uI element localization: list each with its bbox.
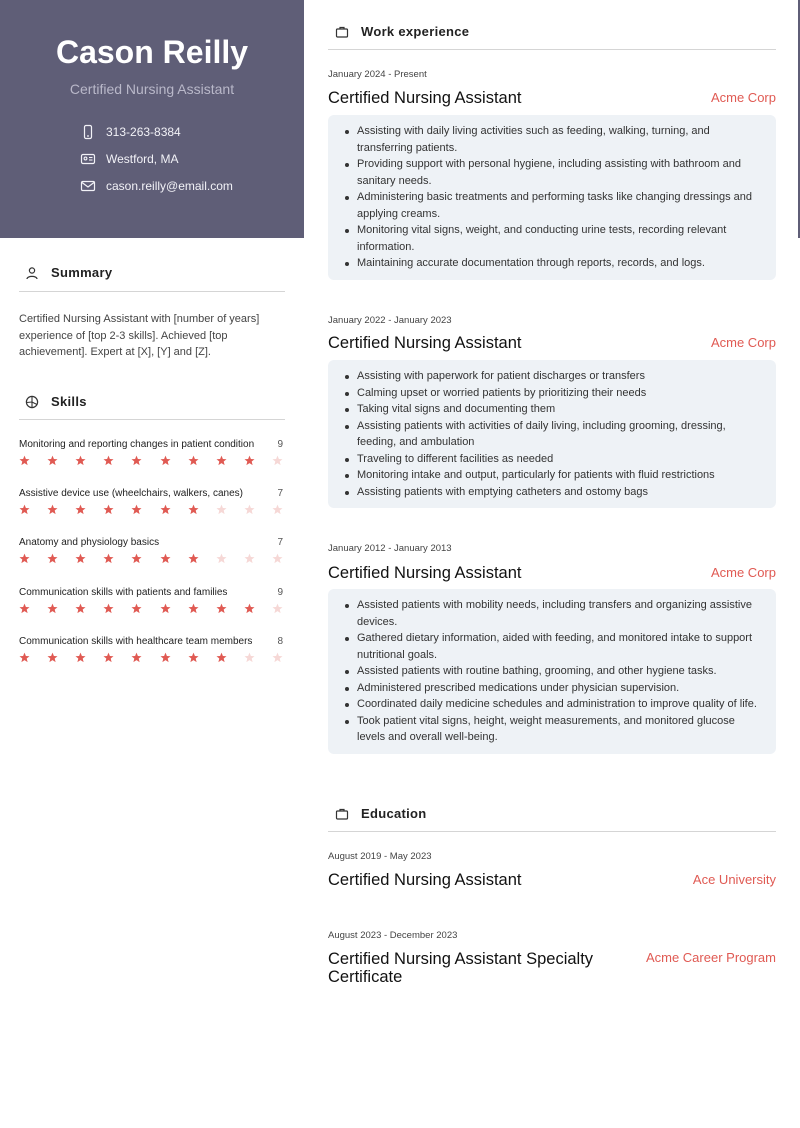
star-filled-icon: [131, 603, 142, 614]
education-date: August 2019 - May 2023: [328, 851, 432, 862]
summary-divider: [19, 291, 285, 292]
star-filled-icon: [131, 553, 142, 564]
globe-icon: [25, 395, 39, 409]
skill-stars: [19, 652, 283, 663]
job-bullet: Gathered dietary information, aided with feeding, and monitored intake to support nutritional goals.: [342, 630, 762, 663]
job-date: January 2024 - Present: [328, 69, 427, 80]
skill-rating: 8: [277, 636, 283, 647]
skills-divider: [19, 419, 285, 420]
star-filled-icon: [131, 504, 142, 515]
star-empty-icon: [244, 553, 255, 564]
education-title: Certified Nursing Assistant: [328, 871, 522, 889]
job-title: Certified Nursing Assistant: [328, 334, 522, 352]
star-filled-icon: [19, 553, 30, 564]
summary-heading: [25, 265, 112, 280]
star-filled-icon: [19, 455, 30, 466]
user-icon: [25, 266, 39, 280]
job-bullets: [342, 597, 762, 746]
skill-stars: [19, 455, 283, 466]
star-filled-icon: [47, 603, 58, 614]
profile-header: [0, 0, 304, 238]
star-filled-icon: [19, 652, 30, 663]
summary-text: Certified Nursing Assistant with [number of years] experience of [top 2-3 skills]. Achieved [top achievement]. Expert at [X], [Y] and [Z].: [19, 313, 260, 358]
star-filled-icon: [19, 603, 30, 614]
education-heading-text: Education: [361, 806, 427, 821]
skill-rating: 7: [277, 488, 283, 499]
star-filled-icon: [75, 553, 86, 564]
job-bullet: Assisted patients with mobility needs, including transfers and organizing assistive devices.: [342, 597, 762, 630]
job-bullet: Took patient vital signs, height, weight measurements, and monitored glucose levels and overall well-being.: [342, 713, 762, 746]
job-details: [328, 115, 776, 280]
star-empty-icon: [272, 455, 283, 466]
education-divider: [328, 831, 776, 832]
star-empty-icon: [244, 652, 255, 663]
star-filled-icon: [160, 603, 171, 614]
right-column: [304, 0, 800, 1128]
star-empty-icon: [272, 504, 283, 515]
skill-stars: [19, 603, 283, 614]
star-filled-icon: [216, 652, 227, 663]
job-date: January 2022 - January 2023: [328, 315, 452, 326]
job-bullet: Administering basic treatments and performing tasks like changing dressings and applying creams.: [342, 189, 762, 222]
star-filled-icon: [188, 504, 199, 515]
job-title: Certified Nursing Assistant: [328, 89, 522, 107]
star-filled-icon: [216, 603, 227, 614]
job-bullet: Providing support with personal hygiene, including assisting with bathroom and sanitary needs.: [342, 156, 762, 189]
phone-icon: [80, 124, 96, 140]
job-title: Certified Nursing Assistant: [328, 564, 522, 582]
star-empty-icon: [272, 603, 283, 614]
skill-name: Communication skills with patients and families: [19, 587, 228, 598]
job-details: [328, 360, 776, 508]
contact-email: [80, 178, 233, 194]
work-heading-text: Work experience: [361, 24, 470, 39]
skill-stars: [19, 504, 283, 515]
email-text[interactable]: cason.reilly@email.com: [106, 179, 233, 193]
star-filled-icon: [103, 652, 114, 663]
skill-rating: 9: [277, 587, 283, 598]
left-column: [0, 0, 304, 1128]
star-filled-icon: [244, 455, 255, 466]
briefcase-icon: [335, 25, 349, 39]
star-filled-icon: [160, 652, 171, 663]
job-bullet: Assisting patients with emptying catheters and ostomy bags: [342, 484, 762, 501]
star-filled-icon: [160, 553, 171, 564]
star-filled-icon: [216, 455, 227, 466]
star-filled-icon: [47, 504, 58, 515]
star-filled-icon: [160, 455, 171, 466]
star-empty-icon: [216, 504, 227, 515]
skill-name: Communication skills with healthcare team members: [19, 636, 253, 647]
briefcase-icon: [335, 807, 349, 821]
skill-name: Monitoring and reporting changes in patient condition: [19, 439, 255, 450]
job-bullets: [342, 123, 762, 272]
summary-heading-text: Summary: [51, 265, 113, 280]
education-school: Acme Career Program: [645, 950, 776, 965]
skills-heading-text: Skills: [51, 394, 87, 409]
star-empty-icon: [244, 504, 255, 515]
star-filled-icon: [19, 504, 30, 515]
skill-item: [19, 439, 285, 466]
star-filled-icon: [131, 652, 142, 663]
contact-location: [80, 151, 178, 167]
star-filled-icon: [47, 553, 58, 564]
location-card-icon: [80, 151, 96, 167]
star-filled-icon: [188, 603, 199, 614]
job-bullet: Assisted patients with routine bathing, grooming, and other hygiene tasks.: [342, 663, 762, 680]
job-bullet: Administered prescribed medications under physician supervision.: [342, 680, 762, 697]
skill-item: [19, 537, 285, 564]
skill-stars: [19, 553, 283, 564]
work-heading: [335, 24, 469, 39]
job-company: Acme Corp: [710, 565, 776, 580]
job-bullets: [342, 368, 762, 500]
location-text: Westford, MA: [106, 152, 179, 166]
job-bullet: Maintaining accurate documentation through reports, records, and logs.: [342, 255, 762, 272]
skill-item: [19, 587, 285, 614]
job-bullet: Taking vital signs and documenting them: [342, 401, 762, 418]
skill-name: Assistive device use (wheelchairs, walkers, canes): [19, 488, 243, 499]
job-bullet: Assisting with daily living activities such as feeding, walking, turning, and transferring patients.: [342, 123, 762, 156]
star-filled-icon: [103, 603, 114, 614]
job-bullet: Monitoring vital signs, weight, and conducting urine tests, recording relevant information.: [342, 222, 762, 255]
job-company: Acme Corp: [710, 335, 776, 350]
star-filled-icon: [103, 553, 114, 564]
star-filled-icon: [75, 504, 86, 515]
education-title: Certified Nursing Assistant Specialty Certificate: [328, 950, 594, 986]
skill-rating: 9: [277, 439, 283, 450]
star-filled-icon: [47, 652, 58, 663]
education-school: Ace University: [692, 872, 776, 887]
star-filled-icon: [131, 455, 142, 466]
star-filled-icon: [160, 504, 171, 515]
job-bullet: Assisting with paperwork for patient discharges or transfers: [342, 368, 762, 385]
star-filled-icon: [103, 504, 114, 515]
job-bullet: Calming upset or worried patients by prioritizing their needs: [342, 385, 762, 402]
education-date: August 2023 - December 2023: [328, 930, 458, 941]
skills-heading: [25, 394, 87, 409]
mail-icon: [80, 178, 96, 194]
contact-phone: [80, 124, 181, 140]
skill-item: [19, 488, 285, 515]
star-filled-icon: [188, 553, 199, 564]
skill-name: Anatomy and physiology basics: [19, 537, 160, 548]
star-filled-icon: [244, 603, 255, 614]
skill-item: [19, 636, 285, 663]
phone-text[interactable]: 313-263-8384: [106, 125, 181, 139]
job-bullet: Traveling to different facilities as needed: [342, 451, 762, 468]
star-filled-icon: [103, 455, 114, 466]
job-company: Acme Corp: [710, 90, 776, 105]
job-details: [328, 589, 776, 754]
skill-rating: 7: [277, 537, 283, 548]
star-empty-icon: [272, 553, 283, 564]
job-date: January 2012 - January 2013: [328, 543, 452, 554]
candidate-role: Certified Nursing Assistant: [69, 81, 235, 97]
job-bullet: Monitoring intake and output, particularly for patients with fluid restrictions: [342, 467, 762, 484]
star-filled-icon: [47, 455, 58, 466]
star-filled-icon: [188, 652, 199, 663]
candidate-name: Cason Reilly: [55, 34, 249, 70]
star-empty-icon: [272, 652, 283, 663]
education-heading: [335, 806, 427, 821]
star-filled-icon: [75, 652, 86, 663]
job-bullet: Assisting patients with activities of daily living, including grooming, dressing, feeding, and ambulation: [342, 418, 762, 451]
star-filled-icon: [188, 455, 199, 466]
star-filled-icon: [75, 603, 86, 614]
job-bullet: Coordinated daily medicine schedules and administration to improve quality of life.: [342, 696, 762, 713]
star-empty-icon: [216, 553, 227, 564]
work-divider: [328, 49, 776, 50]
star-filled-icon: [75, 455, 86, 466]
